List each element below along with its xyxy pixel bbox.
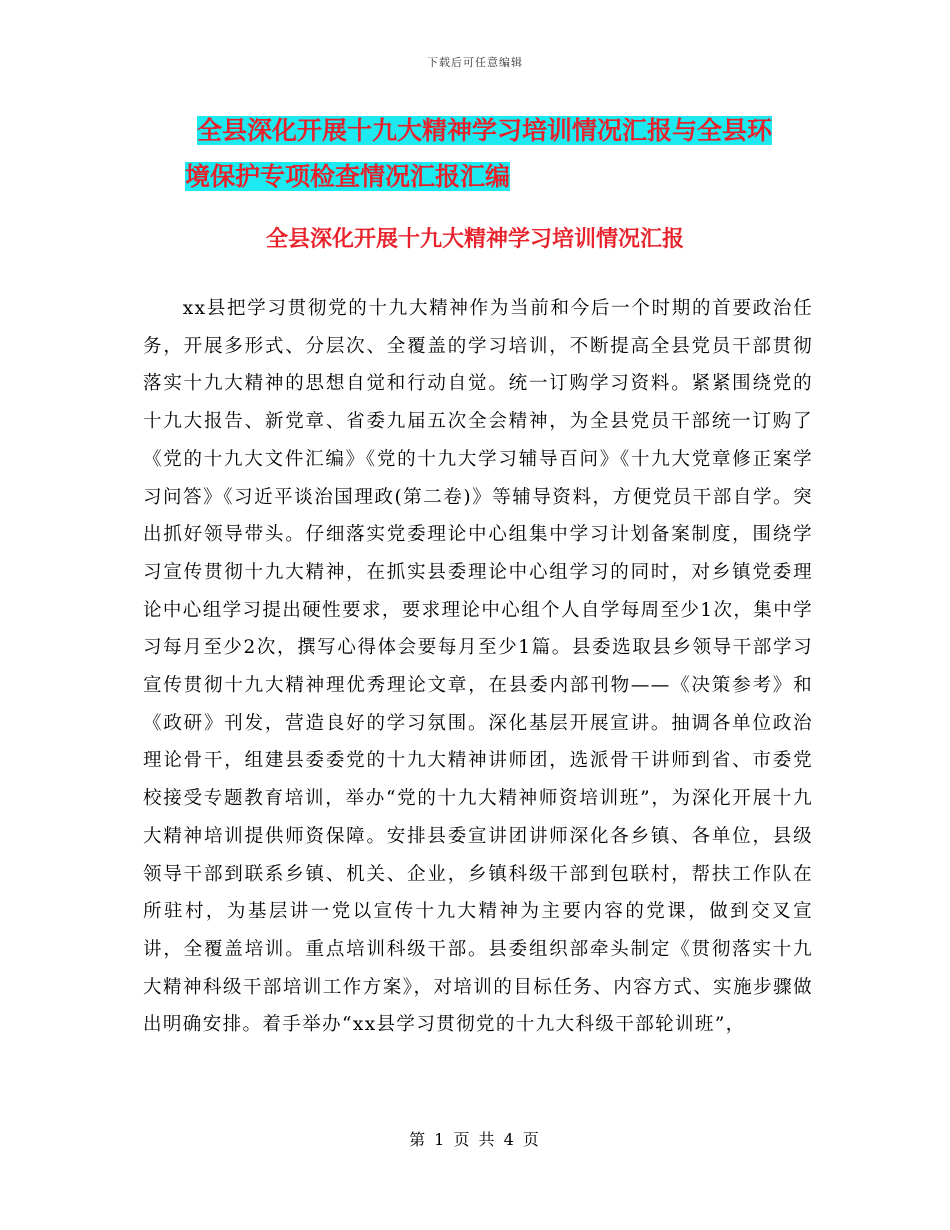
body-paragraph: xx县把学习贯彻党的十九大精神作为当前和今后一个时期的首要政治任务，开展多形式、分层次、全覆盖的学习培训，不断提高全县党员干部贯彻落实十九大精神的思想自觉和行动自觉。统一订购学习资料。紧紧围绕党的十九大报告、新党章、省委九届五次全会精神，为全县党员干部统一订购了《党的十九大文件汇编》《党的十九大学习辅导百问》《十九大党章修正案学习问答》《习近平谈治国理政(第二卷)》等辅导资料，方便党员干部自学。突出抓好领导带头。仔细落实党委理论中心组集中学习计划备案制度，围绕学习宣传贯彻十九大精神，在抓实县委理论中心组学习的同时，对乡镇党委理论中心组学习提出硬性要求，要求理论中心组个人自学每周至少1次，集中学习每月至少2次，撰写心得体会要每月至少1篇。县委选取县乡领导干部学习宣传贯彻十九大精神理优秀理论文章，在县委内部刊物——《决策参考》和《政研》刊发，营造良好的学习氛围。深化基层开展宣讲。抽调各单位政治理论骨干，组建县委委党的十九大精神讲师团，选派骨干讲师到省、市委党校接受专题教育培训，举办“党的十九大精神师资培训班”，为深化开展十九大精神培训提供师资保障。安排县委宣讲团讲师深化各乡镇、各单位，县级领导干部到联系乡镇、机关、企业，乡镇科级干部到包联村，帮扶工作队在所驻村，为基层讲一党以宣传十九大精神为主要内容的党课，做到交叉宣讲，全覆盖培训。重点培训科级干部。县委组织部牵头制定《贯彻落实十九大精神科级干部培训工作方案》，对培训的目标任务、内容方式、实施步骤做出明确安排。着手举办“xx县学习贯彻党的十九大科级干部轮训班”， — [143, 298, 813, 1036]
section-title: 全县深化开展十九大精神学习培训情况汇报 — [265, 227, 684, 252]
main-title-line2: 境保护专项检查情况汇报汇编 — [185, 162, 511, 191]
main-title-line1: 全县深化开展十九大精神学习培训情况汇报与全县环 — [197, 116, 773, 145]
page-footer: 第 1 页 共 4 页 — [409, 1130, 541, 1149]
main-title — [185, 108, 805, 200]
header-note: 下载后可任意编辑 — [427, 56, 523, 69]
